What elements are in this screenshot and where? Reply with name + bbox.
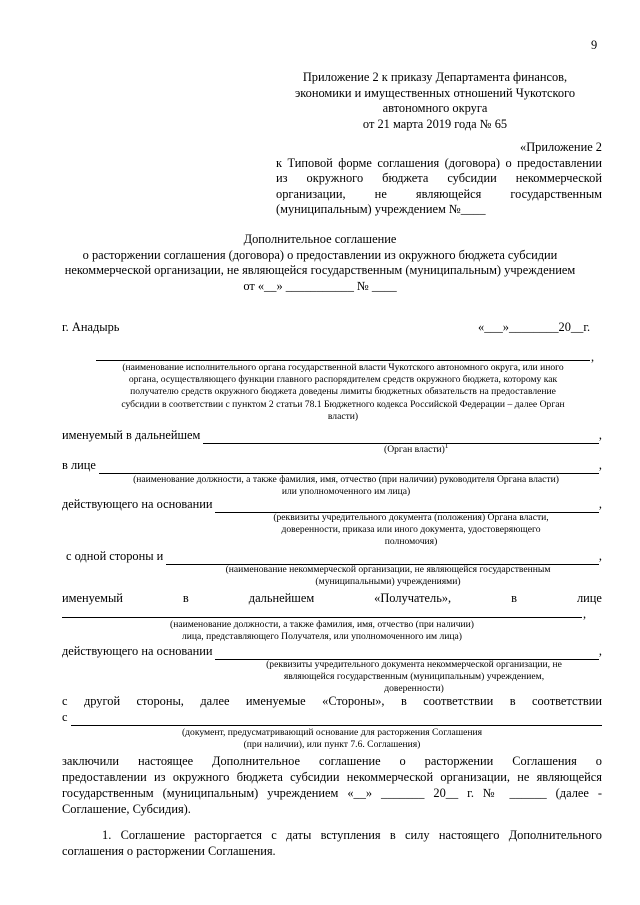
appendix-header-line: из окружного бюджета субсидии некоммерческой — [276, 171, 602, 185]
appendix-header — [276, 140, 602, 218]
recipient-word: в — [182, 591, 189, 605]
concluded-paragraph — [62, 753, 602, 817]
caption-line: органа, осуществляющего функции главного распорядителем средств окружного бюджета, которому как — [128, 374, 558, 386]
grounds-caption — [62, 727, 602, 751]
grounds-row — [62, 710, 602, 726]
appendix-header-first: «Приложение 2 — [520, 140, 602, 154]
recipient-word: «Получатель», — [374, 591, 452, 605]
document-page: 9 Приложение 2 к приказу Департамента финансов, экономики и имущественных отношений Чукотского автономного округа от 21 марта 2019 года № 65 «Приложение 2 к Типовой форме соглашения (договора) о предоставлении из окружного бюджета субсидии некоммерческой организации, не являющейся государственным (муниципальным) учреждением №____ Дополнительное соглашение о расторжении соглашения (договора) о предоставлении из окружного бюджета субсидии некоммерческой организации, не являющейся государственным (муниципальным) учреждением от «__» ___________ № ____ г. Анадырь «___»________20__г. , (наименование исполнительного органа государственной власти Чукотского автономного округа, или иного органа, осуществляющего функции главного распорядителем средств окружного бюджета, которому как получателю средств окружного бюджета доведены лимиты бюджетных обязательств на предоставление субсидии в соответствии с пунктом 2 статьи 78.1 Бюджетного кодекса Российской Федерации – далее Орган власти) именуемый в дальнейшем , (Орган власти)$^1$ в лице , (наименование должности, а также фамилия, имя, отчество (при наличии) руководителя Органа власти) или уполномоченного им лица) действующего на основании , (реквизиты учредительного документа (положения) Органа власти, доверенности, приказа или иного документа, удостоверяющего полномочия) с одной стороны и , (наименование некоммерческой организации, не являющейся государственным (муниципальными) учреждениями) именуемый в дальнейшем «Получатель», в лице , (наименование должности, а также фамилия, имя, отчество (при наличии) лица, представляющего Получателя, или уполномоченного им лица) действующего на основании , (реквизиты учредительного документа некоммерческой организации, не являющейся государственным (муниципальным) учреждением, доверенности) с другой стороны, далее именуемые «Стороны», в соответствии в соответствии с (документ, предусматривающий основание для расторжения Соглашения (при наличии), или пункт 7.6. Соглашения) заключили настоящее Дополнительное соглашение о расторжении Соглашения о предоставлении из окружного бюджета субсидии некоммерческой организации, не являющейся государственным (муниципальным) учреждением «__» _______ 20__ г. № ______ (далее - Соглашение, Субсидия). 1. Соглашение расторгается с даты вступления в силу настоящего Дополнительного соглашения о расторжении Соглашения. — [0, 0, 640, 905]
caption-line: (документ, предусматривающий основание для расторжения Соглашения — [181, 727, 483, 738]
person-blank — [99, 462, 599, 474]
paragraph-line: государственным (муниципальным) учреждением «__» _______ 20__ г. № ______ (далее - — [62, 786, 602, 800]
org-caption — [180, 564, 596, 588]
basis-label: действующего на основании — [62, 497, 213, 511]
person-row: в лице , — [62, 458, 602, 472]
recipient-word: дальнейшем — [248, 591, 315, 605]
caption-line: доверенности) — [384, 683, 444, 695]
caption-line: доверенности, приказа или иного документа, удостоверяющего — [281, 524, 541, 536]
order-header-line: экономики и имущественных отношений Чукотского — [294, 85, 576, 100]
paragraph-line: Соглашение, Субсидия). — [62, 802, 191, 816]
order-header-line: от 21 марта 2019 года № 65 — [362, 116, 508, 131]
page-number: 9 — [591, 38, 598, 52]
caption-line: (при наличии), или пункт 7.6. Соглашения) — [243, 739, 421, 751]
title-line: некоммерческой организации, не являющейся государственным (муниципальным) учреждением — [64, 263, 576, 277]
organ-caption: (Орган власти)$^1$ — [384, 441, 449, 455]
authority-caption — [96, 362, 590, 423]
date-blank: «___»________20__г. — [478, 320, 591, 334]
recipient-caption — [62, 619, 582, 643]
named-label: именуемый в дальнейшем — [62, 428, 201, 442]
side-row: с одной стороны и , — [66, 549, 602, 563]
recipient-blank-line — [62, 617, 582, 618]
basis-caption — [226, 512, 596, 549]
order-header — [270, 70, 600, 132]
caption-line: (наименование некоммерческой организации, не являющейся государственным — [225, 564, 551, 575]
basis2-blank — [215, 648, 598, 660]
place-label: г. Анадырь — [62, 320, 120, 334]
caption-line: субсидии в соответствии с пунктом 2 статьи 78.1 Бюджетного кодекса Российской Федерации – далее Орган — [121, 398, 565, 410]
caption-line: (муниципальными) учреждениями) — [315, 576, 461, 588]
paragraph-line: заключили настоящее Дополнительное соглашение о расторжении Соглашения о — [62, 754, 602, 768]
document-title — [40, 232, 600, 294]
paragraph-line: 1. Соглашение расторгается с даты вступления в силу настоящего Дополнительного — [102, 828, 602, 842]
order-header-line: Приложение 2 к приказу Департамента финансов, — [302, 70, 568, 84]
item-1-paragraph — [62, 827, 602, 859]
basis-blank — [215, 501, 598, 513]
paragraph-line: предоставлении из окружного бюджета субсидии некоммерческой организации, не являющейся — [62, 770, 602, 784]
appendix-header-line: организации, не являющейся государственным — [276, 186, 602, 201]
appendix-header-last: (муниципальным) учреждением №____ — [276, 202, 486, 216]
authority-blank-line — [96, 360, 590, 361]
basis2-label: действующего на основании — [62, 644, 213, 658]
side-label: с одной стороны и — [66, 549, 164, 563]
named-blank — [203, 432, 599, 444]
appendix-header-line: к Типовой форме соглашения (договора) о предоставлении — [276, 155, 602, 170]
recipient-word: лице — [576, 591, 602, 605]
caption-line: (наименование исполнительного органа государственной власти Чукотского автономного округа, или иного — [122, 362, 564, 373]
footnote-marker: 1 — [444, 441, 449, 450]
parties-prefix: с — [62, 710, 68, 724]
parties-line: с другой стороны, далее именуемые «Стороны», в соответствии в соответствии — [62, 694, 602, 708]
caption-line: полномочия) — [384, 536, 438, 548]
named-row: именуемый в дальнейшем , — [62, 428, 602, 442]
recipient-row — [62, 591, 602, 607]
grounds-blank — [71, 714, 603, 726]
caption-line: лица, представляющего Получателя, или уполномоченного им лица) — [181, 631, 463, 643]
caption-line: получателю средств окружного бюджета доведены лимиты бюджетных обязательств на предоставление — [130, 386, 556, 398]
title-line: Дополнительное соглашение — [243, 232, 397, 246]
caption-line: власти) — [327, 410, 359, 422]
caption-line: или уполномоченного им лица) — [281, 486, 411, 498]
paragraph-line: соглашения о расторжении Соглашения. — [62, 844, 276, 858]
basis2-caption — [232, 659, 596, 696]
caption-line: (реквизиты учредительного документа некоммерческой организации, не — [266, 659, 562, 670]
basis-row: действующего на основании , — [62, 497, 602, 511]
caption-line: (наименование должности, а также фамилия, имя, отчество (при наличии) — [170, 619, 474, 630]
org-blank — [166, 553, 599, 565]
basis2-row: действующего на основании , — [62, 644, 602, 658]
caption-line: являющейся государственным (муниципальным) учреждением, — [283, 671, 545, 683]
recipient-word: именуемый — [62, 591, 123, 605]
order-header-line: автономного округа — [382, 101, 488, 115]
title-line: о расторжении соглашения (договора) о предоставлении из окружного бюджета субсидии — [82, 247, 558, 262]
recipient-word: в — [511, 591, 517, 605]
caption-line: (наименование должности, а также фамилия, имя, отчество (при наличии) руководителя Органа власти) — [133, 474, 559, 485]
person-caption — [96, 474, 596, 498]
person-label: в лице — [62, 458, 96, 472]
title-line: от «__» ___________ № ____ — [243, 278, 397, 293]
caption-line: (реквизиты учредительного документа (положения) Органа власти, — [273, 512, 549, 523]
